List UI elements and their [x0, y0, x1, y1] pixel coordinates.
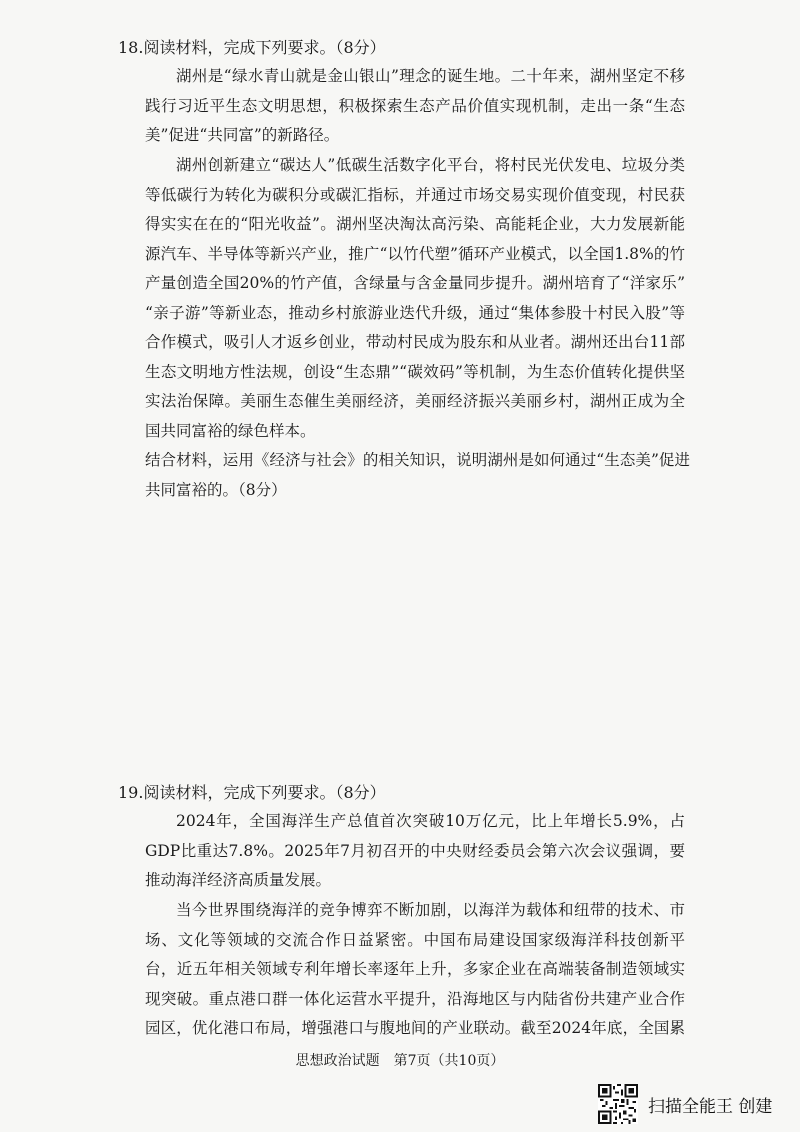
text-line: 当今世界围绕海洋的竞争博弈不断加剧，以海洋为载体和纽带的技术、市	[176, 901, 685, 919]
text-line: 践行习近平生态文明思想，积极探索生态产品价值实现机制，走出一条“生态	[145, 96, 685, 115]
text-line: 湖州创新建立“碳达人”低碳生活数字化平台，将村民光伏发电、垃圾分类	[176, 156, 685, 174]
text-line: 实法治保障。美丽生态催生美丽经济，美丽经济振兴美丽乡村，湖州正成为全	[145, 392, 685, 410]
q18-question-prompt	[145, 446, 690, 505]
scanner-watermark	[598, 1084, 772, 1124]
scanner-label: 扫描全能王 创建	[648, 1096, 773, 1117]
text-line: 结合材料，运用《经济与社会》的相关知识，说明湖州是如何通过“生态美”促进	[145, 451, 690, 469]
text-line: 现突破。重点港口群一体化运营水平提升，沿海地区与内陆省份共建产业合作	[145, 989, 685, 1008]
text-line: 推动海洋经济高质量发展。	[145, 871, 332, 889]
page-footer: 思想政治试题 第7页（共10页）	[295, 1053, 505, 1069]
text-line: 共同富裕的。（8分）	[145, 480, 287, 499]
text-line: 台，近五年相关领域专利年增长率逐年上升，多家企业在高端装备制造领域实	[145, 960, 685, 978]
text-line: 美”促进“共同富”的新路径。	[145, 126, 340, 144]
text-line: 国共同富裕的绿色样本。	[145, 421, 316, 440]
q18-paragraph-1	[145, 62, 685, 151]
text-line: 园区，优化港口布局，增强港口与腹地间的产业联动。截至2024年底，全国累	[145, 1019, 685, 1037]
text-line: “亲子游”等新业态，推动乡村旅游业迭代升级，通过“集体参股十村民入股”等	[145, 303, 685, 322]
text-line: 得实实在在的“阳光收益”。湖州坚决淘汰高污染、高能耗企业，大力发展新能	[145, 215, 685, 233]
text-line: 源汽车、半导体等新兴产业，推广“以竹代塑”循环产业模式，以全国1.8%的竹	[145, 244, 685, 263]
text-line: GDP比重达7.8%。2025年7月初召开的中央财经委员会第六次会议强调，要	[145, 841, 685, 860]
text-line: 2024年，全国海洋生产总值首次突破10万亿元，比上年增长5.9%，占	[176, 812, 685, 830]
q19-paragraph-1	[145, 807, 685, 896]
question-19-title: 19.阅读材料，完成下列要求。（8分）	[118, 783, 386, 802]
q19-paragraph-2	[145, 896, 685, 1044]
text-line: 生态文明地方性法规，创设“生态鼎”“碳效码”等机制，为生态价值转化提供坚	[145, 362, 685, 381]
question-18-title: 18.阅读材料，完成下列要求。（8分）	[118, 38, 386, 57]
text-line: 产量创造全国20%的竹产值，含绿量与含金量同步提升。湖州培育了“洋家乐”	[145, 274, 685, 292]
q18-paragraph-2	[145, 151, 685, 446]
text-line: 场、文化等领域的交流合作日益紧密。中国布局建设国家级海洋科技创新平	[145, 930, 685, 949]
text-line: 合作模式，吸引人才返乡创业，带动村民成为股东和从业者。湖州还出台11部	[145, 333, 685, 351]
qr-code-icon	[598, 1084, 638, 1124]
text-line: 等低碳行为转化为碳积分或碳汇指标，并通过市场交易实现价值变现，村民获	[145, 185, 685, 204]
text-line: 湖州是“绿水青山就是金山银山”理念的诞生地。二十年来，湖州坚定不移	[176, 67, 685, 85]
